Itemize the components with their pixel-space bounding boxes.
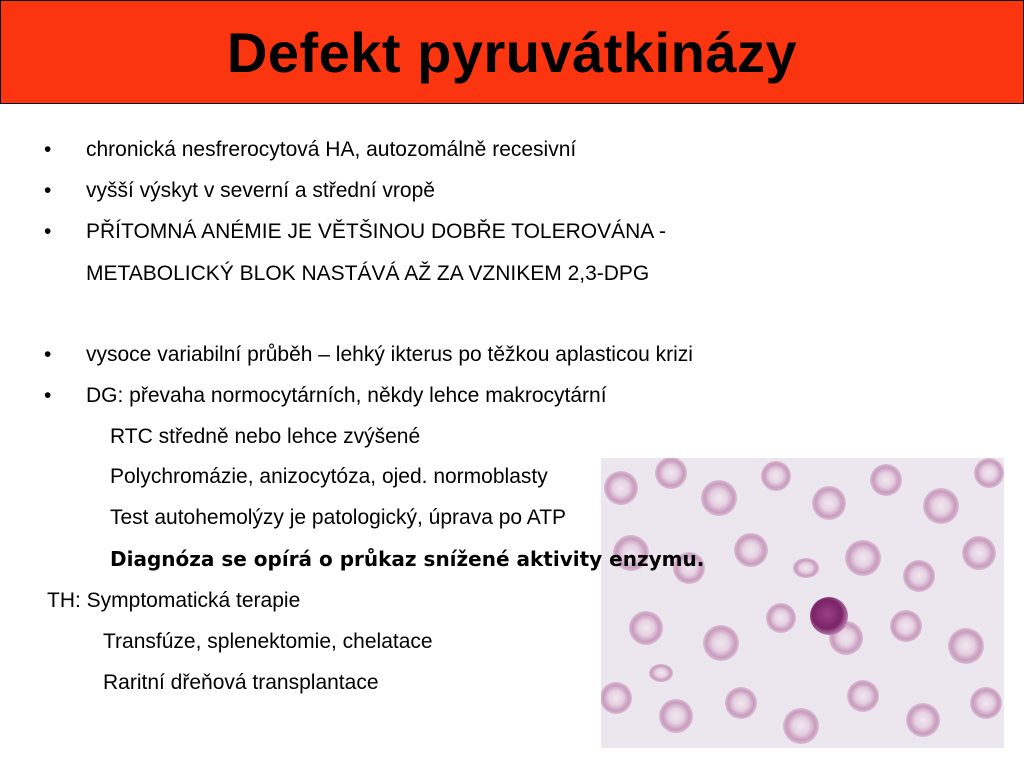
dg-detail: Test autohemolýzy je patologický, úprava po ATP xyxy=(110,506,567,529)
slide-title: Defekt pyruvátkinázy xyxy=(226,20,798,84)
bullet-marker: • xyxy=(44,179,52,202)
therapy-item: Raritní dřeňová transplantace xyxy=(103,671,379,694)
bullet-item: PŘÍTOMNÁ ANÉMIE JE VĚTŠINOU DOBŘE TOLEROVÁNA - xyxy=(86,220,666,243)
blood-smear-image xyxy=(601,458,1004,748)
bullet-item-continuation: METABOLICKÝ BLOK NASTÁVÁ AŽ ZA VZNIKEM 2,3-DPG xyxy=(86,262,650,285)
bullet-item: DG: převaha normocytárních, někdy lehce makrocytární xyxy=(86,384,607,407)
bullet-marker: • xyxy=(44,384,52,407)
bullet-marker: • xyxy=(44,138,52,161)
bullet-item: chronická nesfrerocytová HA, autozomálně recesivní xyxy=(86,138,577,161)
bullet-item: vyšší výskyt v severní a střední vropě xyxy=(86,179,435,202)
dg-detail: RTC středně nebo lehce zvýšené xyxy=(110,425,421,448)
dg-detail: Polychromázie, anizocytóza, ojed. normoblasty xyxy=(110,465,548,488)
title-bar xyxy=(0,0,1024,104)
therapy-item: Transfúze, splenektomie, chelatace xyxy=(103,630,433,653)
bullet-item: vysoce variabilní průběh – lehký ikterus po těžkou aplasticou krizi xyxy=(86,343,693,366)
stained-cell xyxy=(810,597,848,635)
therapy-heading: TH: Symptomatická terapie xyxy=(47,589,301,612)
dg-detail-emphasis: Diagnóza se opírá o průkaz snížené aktivity enzymu. xyxy=(110,547,705,571)
bullet-marker: • xyxy=(44,220,52,243)
bullet-marker: • xyxy=(44,343,52,366)
blood-smear-svg xyxy=(601,458,1004,748)
